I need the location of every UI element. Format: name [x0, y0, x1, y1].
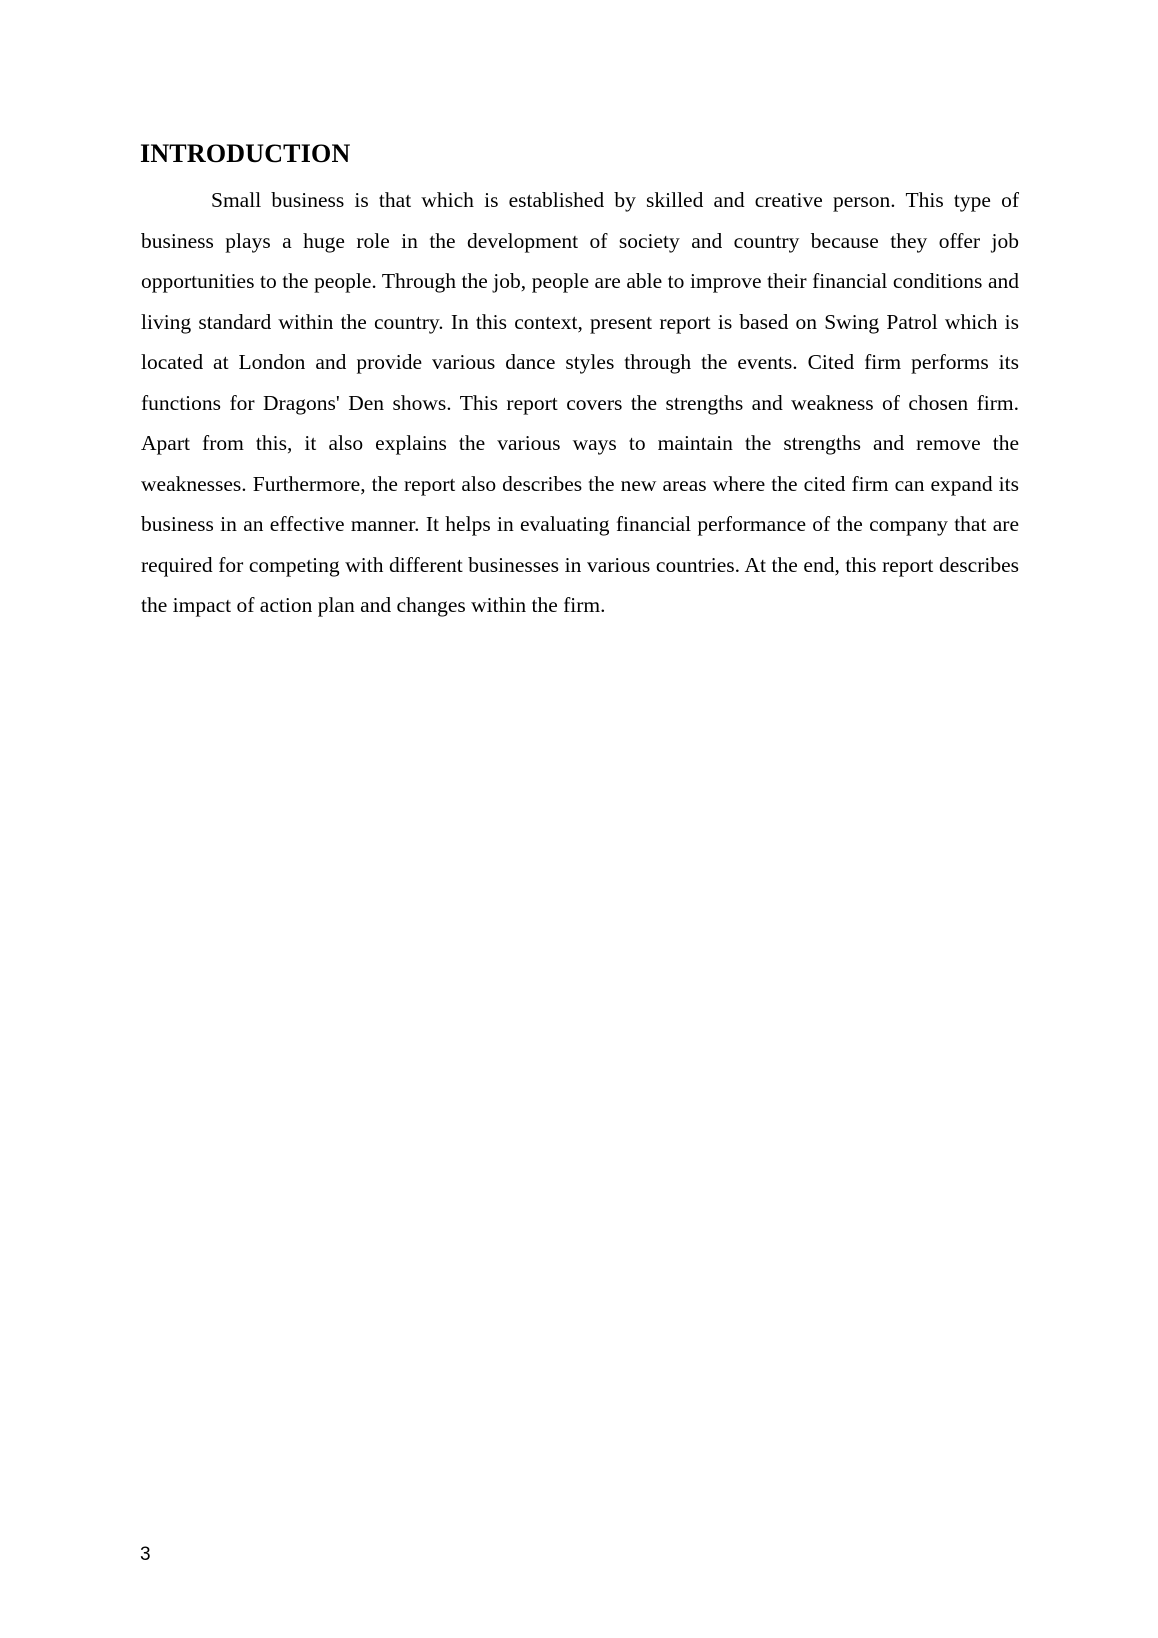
introduction-paragraph: Small business is that which is established by skilled and creative person. This type of business plays a huge role in the development of society and country because they offer job opportunities to the people. Through the job, people are able to improve their financial conditions and living standard within the country. In this context, present report is based on Swing Patrol which is located at London and provide various dance styles through the events. Cited firm performs its functions for Dragons' Den shows. This report covers the strengths and weakness of chosen firm. Apart from this, it also explains the various ways to maintain the strengths and remove the weaknesses. Furthermore, the report also describes the new areas where the cited firm can expand its business in an effective manner. It helps in evaluating financial performance of the company that are required for competing with different businesses in various countries. At the end, this report describes the impact of action plan and changes within the firm.	[141, 188, 1019, 617]
section-heading: INTRODUCTION	[140, 139, 351, 168]
page-number: 3	[140, 1544, 151, 1565]
